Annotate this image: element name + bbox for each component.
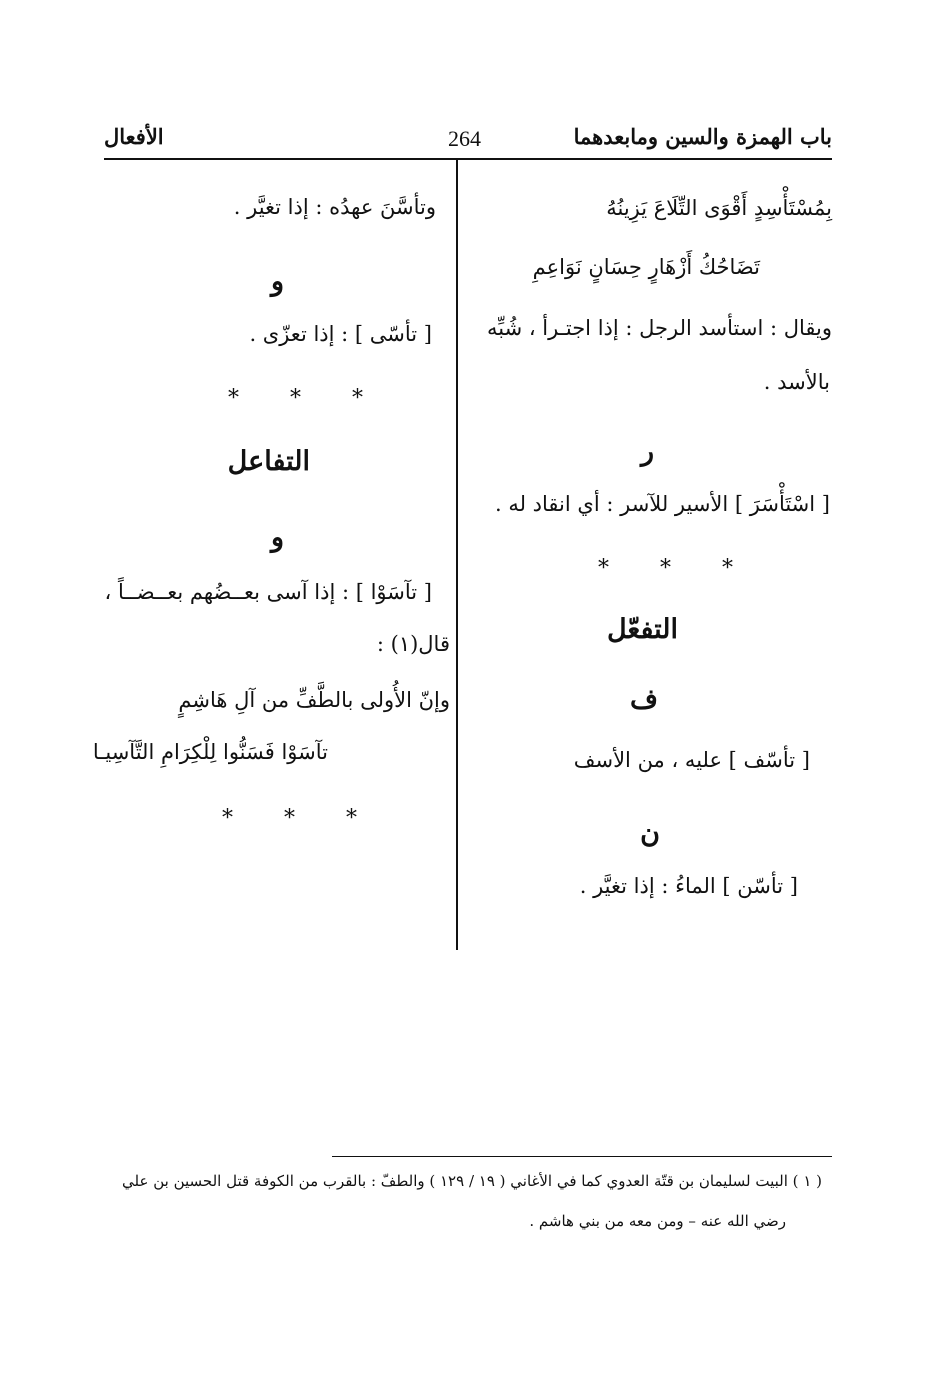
- footnote-line-2: رضي الله عنه – ومن معه من بني هاشم .: [529, 1212, 786, 1230]
- left-section-title: التفاعل: [227, 446, 310, 477]
- left-entry-w-1: [ تأسّى ] : إذا تعزّى .: [249, 322, 432, 346]
- left-verse-line-1: وإنّ الأُولى بالطَّفِّ من آلِ هَاشِمٍ: [178, 688, 450, 712]
- right-entry-n: [ تأسّن ] الماءُ : إذا تغيَّر .: [579, 874, 798, 898]
- right-text-line-2: بالأسد .: [763, 370, 830, 394]
- right-entry-r: [ اسْتَأْسَرَ ] الأسير للآسر : أي انقاد له .: [495, 492, 830, 516]
- right-letter-f: ف: [630, 684, 658, 715]
- right-letter-n: ن: [640, 818, 660, 849]
- left-stars-separator-1: * * *: [228, 386, 385, 411]
- left-letter-w-2: و: [270, 522, 284, 553]
- right-letter-r: ر: [640, 436, 654, 467]
- column-divider: [456, 160, 458, 950]
- right-section-title: التفعّل: [606, 614, 678, 645]
- footnote-line-1: ( ١ ) البيت لسليمان بن قتّة العدوي كما في الأغاني ( ١٩ / ١٢٩ ) والطفّ : بالقرب من الكوفة قتل الحسين بن علي: [122, 1172, 822, 1190]
- page-number: 264: [448, 126, 481, 151]
- right-verse-line-2: تَضَاحُكُ أَزْهَارٍ حِسَانٍ نَوَاعِمِ: [532, 255, 760, 279]
- left-qala: قال(١) :: [376, 632, 450, 656]
- right-text-line-1: ويقال : استأسد الرجل : إذا اجتـرأ ، شُبِّه: [486, 316, 832, 340]
- left-verse-line-2: تآسَوْا فَسَنُّوا لِلْكِرَامِ التَّآسِيـا: [92, 740, 328, 764]
- right-verse-line-1: بِمُسْتَأْسِدٍ أَقْوَى التِّلَاعَ يَزِينُهُ: [606, 196, 832, 220]
- right-entry-f: [ تأسّف ] عليه ، من الأسف: [573, 748, 810, 772]
- header-chapter-title: باب الهمزة والسين ومابعدهما: [573, 124, 832, 149]
- left-letter-w-1: و: [270, 266, 284, 297]
- left-entry-w-2: [ تآسَوْا ] : إذا آسى بعــضُهم بعــضــاً ،: [104, 580, 432, 604]
- left-stars-separator-2: * * *: [222, 806, 379, 831]
- footnote-rule: [332, 1156, 832, 1157]
- header-rule: [104, 158, 832, 160]
- right-stars-separator: * * *: [598, 556, 755, 581]
- left-line-1: وتأسَّنَ عهدُه : إذا تغيَّر .: [233, 195, 436, 219]
- header-section-title: الأفعال: [104, 124, 164, 149]
